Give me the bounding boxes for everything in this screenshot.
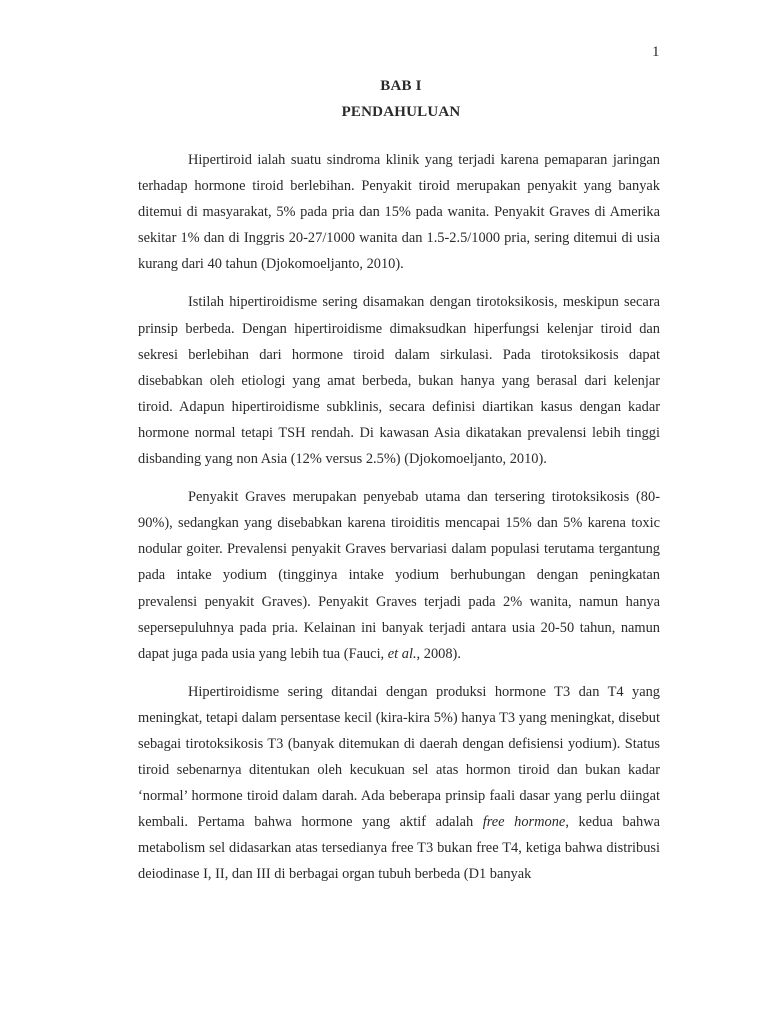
paragraph-1: Hipertiroid ialah suatu sindroma klinik yang terjadi karena pemaparan jaringan terhadap hormone tiroid berlebihan. Penyakit tiroid merupakan penyakit yang banyak ditemui di masyarakat, 5% pada pria dan 15% pada wanita. Penyakit Graves di Amerika sekitar 1% dan di Inggris 20-27/1000 wanita dan 1.5-2.5/1000 pria, sering ditemui di usia kurang dari 40 tahun (Djokomoeljanto, 2010). bbox=[138, 152, 660, 273]
paragraph-4-italic-term: free hormone bbox=[482, 814, 566, 831]
paragraph-4-text-after: , kedua bahwa metabolism sel didasarkan atas tersedianya free T3 bukan free T4, ketiga bahwa distribusi deiodinase I, II, dan III di berbagai organ tubuh berbeda (D1 banyak bbox=[138, 814, 660, 883]
body-text bbox=[138, 147, 660, 888]
paragraph-4 bbox=[138, 679, 660, 888]
paragraph-3-text-after: , 2008). bbox=[416, 645, 461, 662]
paragraph-2: Istilah hipertiroidisme sering disamakan dengan tirotoksikosis, meskipun secara prinsip berbeda. Dengan hipertiroidisme dimaksudkan hiperfungsi kelenjar tiroid dan sekresi berlebihan dari hormone tiroid dalam sirkulasi. Pada tirotoksikosis dapat disebabkan oleh etiologi yang amat berbeda, bukan hanya yang berasal dari kelenjar tiroid. Adapun hipertiroidisme subklinis, secara definisi diartikan kasus dengan kadar hormone normal tetapi TSH rendah. Di kawasan Asia dikatakan prevalensi lebih tinggi disbanding yang non Asia (12% versus 2.5%) (Djokomoeljanto, 2010). bbox=[138, 294, 660, 468]
chapter-title: PENDAHULUAN bbox=[341, 104, 461, 120]
chapter-heading: BAB I bbox=[380, 78, 422, 94]
paragraph-3 bbox=[138, 484, 660, 667]
paragraph-4-text-before: Hipertiroidisme sering ditandai dengan produksi hormone T3 dan T4 yang meningkat, tetapi dalam persentase kecil (kira-kira 5%) hanya T3 yang meningkat, disebut sebagai tirotoksikosis T3 (banyak ditemukan di daerah dengan defisiensi yodium). Status tiroid sebenarnya ditentukan oleh kecukuan sel atas hormon tiroid dan bukan kadar ‘normal’ hormone tiroid dalam darah. Ada beberapa prinsip faali dasar yang perlu diingat kembali. Pertama bahwa hormone yang aktif adalah bbox=[138, 683, 660, 831]
paragraph-3-text-before: Penyakit Graves merupakan penyebab utama dan tersering tirotoksikosis (80-90%), sedangkan yang disebabkan karena tiroiditis mencapai 15% dan 5% karena toxic nodular goiter. Prevalensi penyakit Graves bervariasi dalam populasi terutama tergantung pada intake yodium (tingginya intake yodium berhubungan dengan peningkatan prevalensi penyakit Graves). Penyakit Graves terjadi pada 2% wanita, namun hanya sepersepuluhnya pada pria. Kelainan ini banyak terjadi antara usia 20-50 tahun, namun dapat juga pada usia yang lebih tua (Fauci, bbox=[138, 489, 660, 662]
paragraph-3-italic-citation: et al. bbox=[387, 645, 417, 662]
page-number: 1 bbox=[652, 44, 660, 60]
